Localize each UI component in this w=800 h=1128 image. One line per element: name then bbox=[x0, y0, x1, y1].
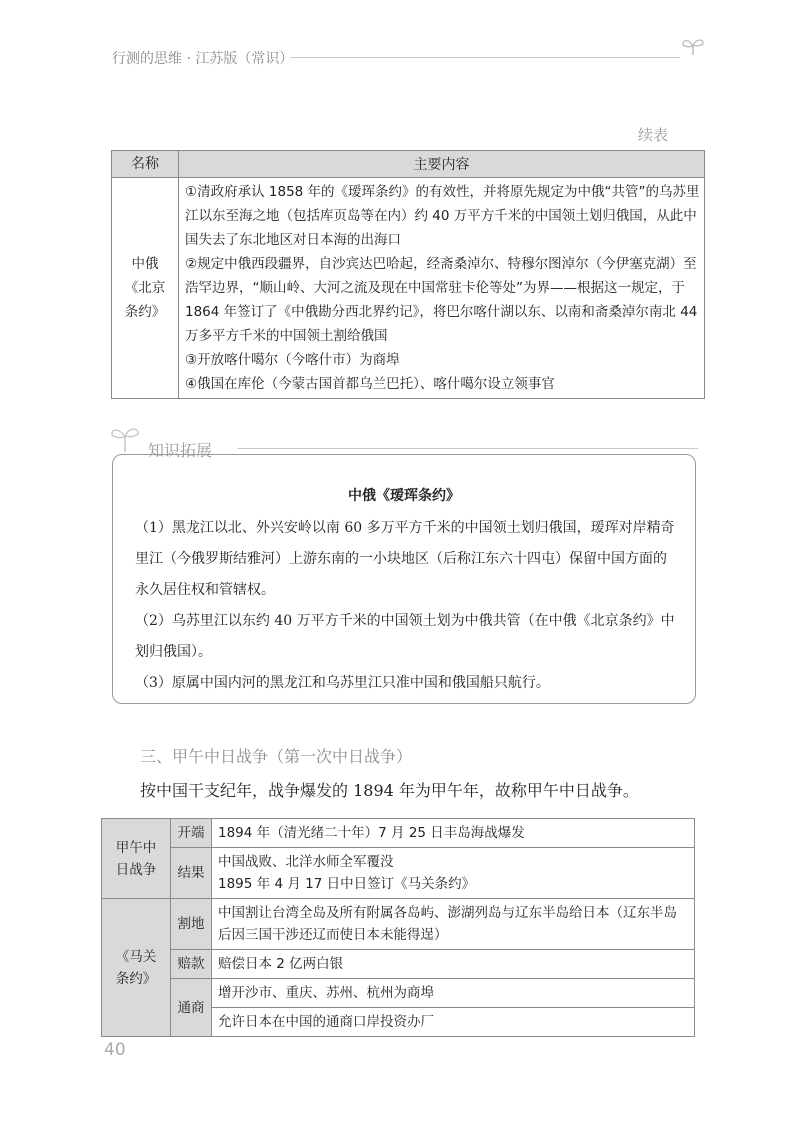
cede-value: 中国割让台湾全岛及所有附属各岛屿、澎湖列岛与辽东半岛给日本（辽东半岛后因三国干涉还辽而使日本未能得逞） bbox=[212, 899, 695, 950]
extension-paragraph: （2）乌苏里江以东约 40 万平方千米的中国领土划为中俄共管（在中俄《北京条约》中划归俄国）。 bbox=[135, 613, 675, 660]
content-item: ④俄国在库伦（今蒙古国首都乌兰巴托）、喀什噶尔设立领事官 bbox=[185, 376, 555, 392]
header-rule bbox=[290, 57, 680, 58]
sino-japanese-war-table bbox=[101, 818, 695, 1037]
knowledge-extension-box bbox=[112, 454, 696, 704]
page-number: 40 bbox=[104, 1040, 126, 1060]
extension-body bbox=[135, 513, 677, 699]
continued-label: 续表 bbox=[638, 126, 669, 144]
section-title: 三、甲午中日战争（第一次中日战争） bbox=[140, 747, 413, 766]
trade-label: 通商 bbox=[171, 979, 212, 1037]
treaty-name-line: 中俄 bbox=[131, 256, 159, 272]
beijing-treaty-table bbox=[111, 150, 705, 399]
war-label-line: 日战争 bbox=[115, 861, 157, 878]
sprout-icon bbox=[108, 420, 142, 454]
treaty-label-line: 条约》 bbox=[115, 970, 157, 987]
extension-heading: 中俄《瑷珲条约》 bbox=[348, 488, 460, 504]
section-rule bbox=[238, 448, 698, 449]
content-item: ①清政府承认 1858 年的《瑷珲条约》的有效性，并将原先规定为中俄“共管”的乌苏里江以东至海之地（包括库页岛等在内）约 40 万平方千米的中国领土划归俄国，从此中国失去了东北地区对日本海的出海口 bbox=[185, 184, 700, 248]
content-item: ③开放喀什噶尔（今喀什市）为商埠 bbox=[185, 352, 400, 368]
section-label: 知识拓展 bbox=[148, 441, 213, 460]
extension-paragraph: （1）黑龙江以北、外兴安岭以南 60 多万平方千米的中国领土划归俄国，瑷珲对岸精奇里江（今俄罗斯结雅河）上游东南的一小块地区（后称江东六十四屯）保留中国方面的永久居住权和管辖权。 bbox=[135, 520, 675, 598]
treaty-label-line: 《马关 bbox=[115, 948, 157, 965]
content-item: ②规定中俄西段疆界，自沙宾达巴哈起，经斋桑淖尔、特穆尔图淖尔（今伊塞克湖）至浩罕边界，“顺山岭、大河之流及现在中国常驻卡伦等处”为界——根据这一规定，于 1864 年签订了《中俄勘分西北界约记》，将巴尔喀什湖以东、以南和斋桑淖尔南北 44 万多平方千米的中国领土割给俄国 bbox=[185, 256, 698, 344]
treaty-name-cell bbox=[112, 178, 179, 399]
trade-value: 允许日本在中国的通商口岸投资办厂 bbox=[212, 1008, 695, 1037]
result-value bbox=[212, 848, 695, 899]
result-line: 中国战败、北洋水师全军覆没 bbox=[218, 854, 394, 870]
treaty-name-line: 条约》 bbox=[124, 304, 166, 320]
col-header-name: 名称 bbox=[112, 151, 179, 178]
result-label: 结果 bbox=[171, 848, 212, 899]
trade-value: 增开沙市、重庆、苏州、杭州为商埠 bbox=[212, 979, 695, 1008]
war-label-cell bbox=[102, 819, 171, 899]
start-value: 1894 年（清光绪二十年）7 月 25 日丰岛海战爆发 bbox=[212, 819, 695, 848]
col-header-content: 主要内容 bbox=[179, 151, 705, 178]
indemnity-value: 赔偿日本 2 亿两白银 bbox=[212, 950, 695, 979]
treaty-content-cell bbox=[179, 178, 705, 399]
cede-label: 割地 bbox=[171, 899, 212, 950]
treaty-name-line: 《北京 bbox=[124, 280, 166, 296]
section-intro: 按中国干支纪年，战争爆发的 1894 年为甲午年，故称甲午中日战争。 bbox=[140, 781, 639, 800]
war-label-line: 甲午中 bbox=[115, 839, 157, 856]
sprout-icon bbox=[680, 36, 706, 56]
knowledge-extension-header bbox=[108, 414, 708, 458]
result-line: 1895 年 4 月 17 日中日签订《马关条约》 bbox=[218, 876, 476, 892]
indemnity-label: 赔款 bbox=[171, 950, 212, 979]
running-header: 行测的思维 · 江苏版（常识） bbox=[112, 51, 294, 67]
extension-paragraph: （3）原属中国内河的黑龙江和乌苏里江只准中国和俄国船只航行。 bbox=[135, 675, 550, 691]
start-label: 开端 bbox=[171, 819, 212, 848]
treaty-label-cell bbox=[102, 899, 171, 1037]
